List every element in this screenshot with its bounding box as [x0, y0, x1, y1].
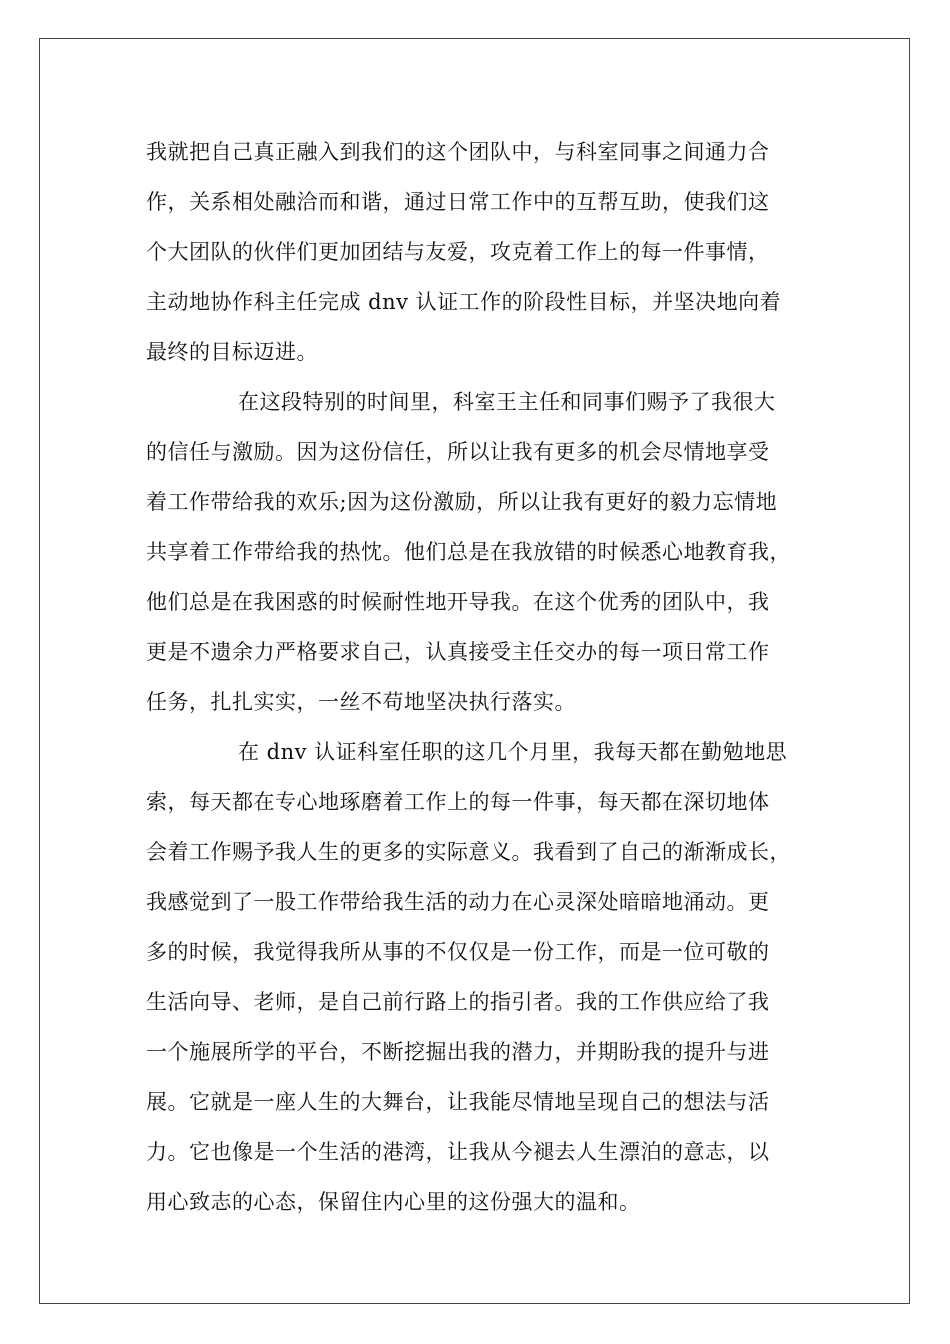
paragraph-2-line-4: 共享着工作带给我的热忱。他们总是在我放错的时候悉心地教育我， — [146, 540, 791, 564]
paragraph-3-line-5: 多的时候，我觉得我所从事的不仅仅是一份工作，而是一位可敬的 — [146, 940, 770, 964]
paragraph-2-line-1: 在这段特别的时间里，科室王主任和同事们赐予了我很大 — [238, 390, 776, 414]
paragraph-3-line-8: 展。它就是一座人生的大舞台，让我能尽情地呈现自己的想法与活 — [146, 1090, 770, 1114]
paragraph-1-line-1: 我就把自己真正融入到我们的这个团队中，与科室同事之间通力合 — [146, 140, 770, 164]
paragraph-3-line-2: 索，每天都在专心地琢磨着工作上的每一件事，每天都在深切地体 — [146, 790, 770, 814]
paragraph-3-line-4: 我感觉到了一股工作带给我生活的动力在心灵深处暗暗地涌动。更 — [146, 890, 770, 914]
paragraph-2-line-7: 任务，扎扎实实，一丝不苟地坚决执行落实。 — [146, 690, 576, 714]
document-body — [146, 127, 816, 1227]
paragraph-1-line-2: 作，关系相处融洽而和谐，通过日常工作中的互帮互助，使我们这 — [146, 190, 770, 214]
paragraph-3-line-10: 用心致志的心态，保留住内心里的这份强大的温和。 — [146, 1190, 641, 1214]
paragraph-3-line-3: 会着工作赐予我人生的更多的实际意义。我看到了自己的渐渐成长， — [146, 840, 791, 864]
paragraph-1-line-3: 个大团队的伙伴们更加团结与友爱，攻克着工作上的每一件事情， — [146, 240, 770, 264]
paragraph-3-line-6: 生活向导、老师，是自己前行路上的指引者。我的工作供应给了我 — [146, 990, 770, 1014]
paragraph-3-line-7: 一个施展所学的平台，不断挖掘出我的潜力，并期盼我的提升与进 — [146, 1040, 770, 1064]
paragraph-2-line-3: 着工作带给我的欢乐;因为这份激励，所以让我有更好的毅力忘情地 — [146, 490, 778, 514]
paragraph-2-line-6: 更是不遗余力严格要求自己，认真接受主任交办的每一项日常工作 — [146, 640, 770, 664]
paragraph-3-line-1: 在 dnv 认证科室任职的这几个月里，我每天都在勤勉地思 — [238, 740, 788, 764]
paragraph-2-line-5: 他们总是在我困惑的时候耐性地开导我。在这个优秀的团队中，我 — [146, 590, 770, 614]
paragraph-1-line-4: 主动地协作科主任完成 dnv 认证工作的阶段性目标，并坚决地向着 — [146, 290, 782, 314]
paragraph-3-line-9: 力。它也像是一个生活的港湾，让我从今褪去人生漂泊的意志，以 — [146, 1140, 770, 1164]
paragraph-1-line-5: 最终的目标迈进。 — [146, 340, 318, 364]
paragraph-2-line-2: 的信任与激励。因为这份信任，所以让我有更多的机会尽情地享受 — [146, 440, 770, 464]
